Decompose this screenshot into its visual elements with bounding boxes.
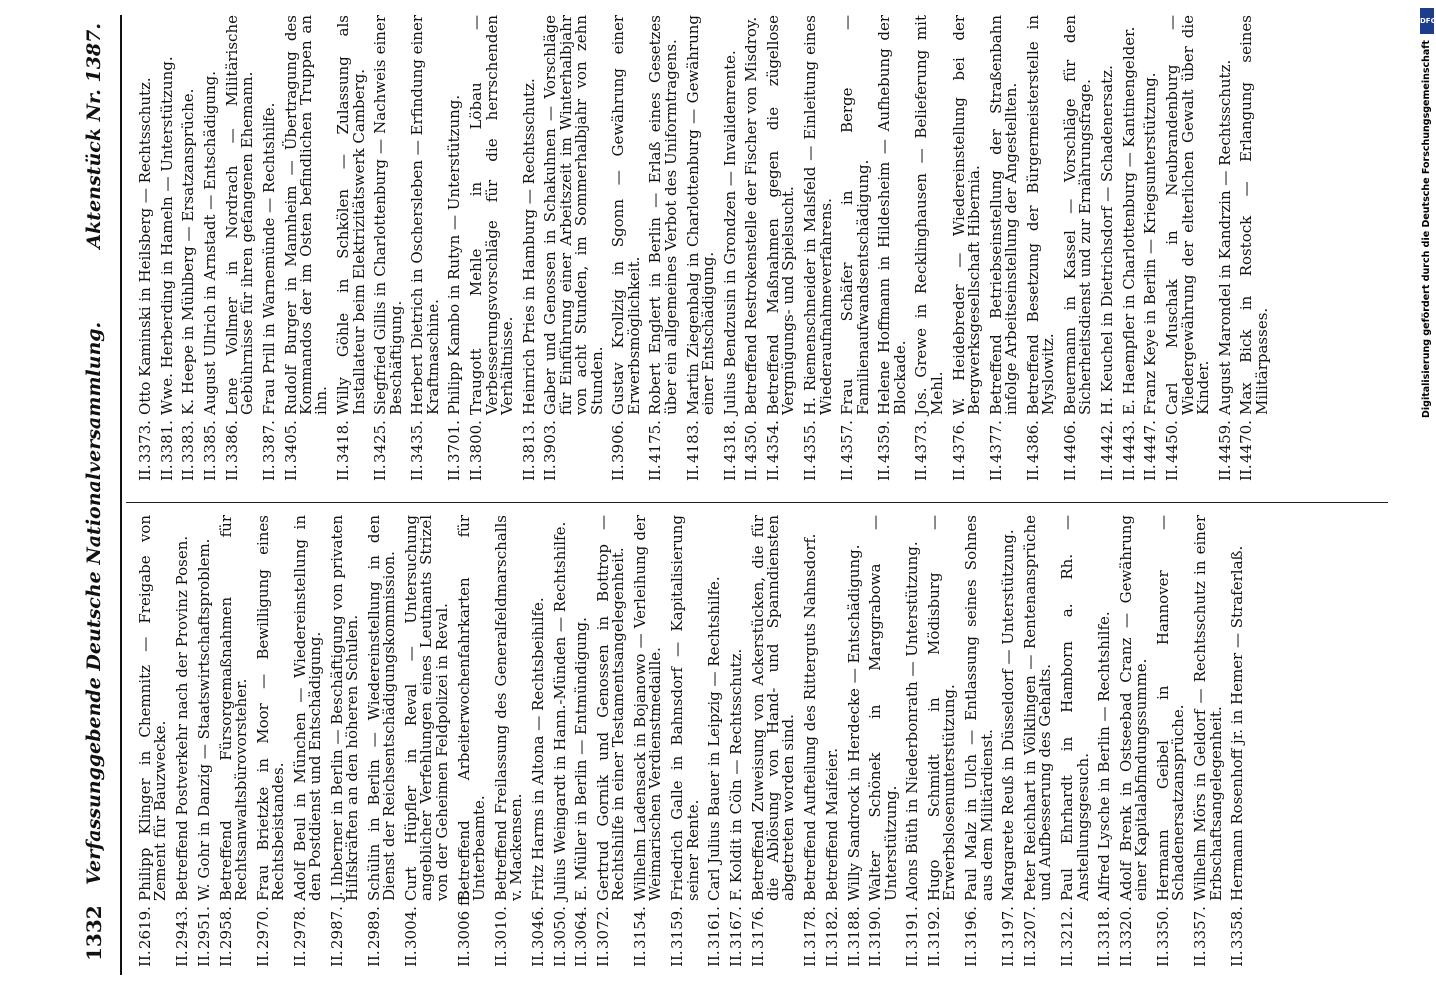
- entry-text: Alfred Lysche in Berlin — Rechtshilfe.: [1095, 611, 1114, 901]
- entry-text: Max Bick in Rostock — Erlangung seines Militärpasses.: [1237, 15, 1271, 415]
- petition-entry: [203, 15, 218, 489]
- entry-number: 3435.: [408, 420, 427, 463]
- entry-text: H. Keuchel in Dietrichsdorf — Schadenersatz.: [1098, 65, 1117, 415]
- entry-number: 3010.: [491, 906, 510, 949]
- entry-type: II.: [408, 464, 427, 481]
- entry-text: F. Koldit in Cöln — Rechtsschutz.: [726, 648, 745, 901]
- entry-number: 2987.: [327, 906, 346, 949]
- entry-number: 2943.: [173, 906, 192, 949]
- petition-entry: [1100, 15, 1115, 489]
- entry-type: II.: [903, 950, 922, 967]
- entry-type: II.: [519, 464, 538, 481]
- entry-text: Friedrich Galle in Bahnsdorf — Kapitalisierung seiner Rente.: [668, 515, 702, 901]
- entry-text: Philipp Klinger in Chemnitz — Freigabe von Zement für Bauzwecke.: [136, 515, 170, 901]
- entry-type: II.: [550, 950, 569, 967]
- petition-entry: [840, 15, 871, 489]
- entry-number: 2958.: [216, 906, 235, 949]
- petition-entry: [550, 515, 569, 975]
- entry-type: II.: [705, 950, 724, 967]
- dfg-logo-icon: DFG: [1420, 8, 1434, 34]
- entry-number: 3405.: [281, 420, 300, 463]
- entry-number: 2970.: [253, 906, 272, 949]
- entry-type: II.: [1116, 950, 1135, 967]
- entry-number: 3387.: [259, 420, 278, 463]
- entry-text: Wwe. Herberding in Hameln — Unterstützung.: [157, 56, 176, 415]
- entry-number: 3385.: [201, 420, 220, 463]
- entry-number: 4359.: [875, 420, 894, 463]
- entry-type: II.: [136, 464, 154, 481]
- entry-type: II.: [764, 464, 783, 481]
- entry-number: 4470.: [1237, 420, 1256, 463]
- entry-text: Paul Ehrhardt in Hamborn a. Rh. — Anstellungsgesuch.: [1058, 515, 1092, 901]
- petition-entry: [748, 515, 798, 975]
- entry-type: II.: [454, 950, 473, 967]
- entry-text: Betreffend Arbeiterwochenfahrkarten für Unterbeamte.: [454, 515, 488, 901]
- entry-number: 3182.: [822, 906, 841, 949]
- entry-number: 4459.: [1215, 420, 1234, 463]
- entry-type: II.: [541, 464, 560, 481]
- entry-type: II.: [290, 950, 309, 967]
- entry-text: Otto Kaminski in Heilsberg — Rechtsschutz.: [136, 77, 154, 415]
- entry-number: 3357.: [1191, 906, 1210, 949]
- entry-type: II.: [334, 464, 353, 481]
- entry-type: II.: [801, 464, 820, 481]
- petition-entry: [157, 15, 176, 489]
- petition-entry: [1097, 515, 1112, 975]
- entry-text: Willy Sandrock in Herdecke — Entschädigung.: [844, 544, 863, 901]
- petition-entry: [803, 15, 834, 489]
- entry-type: II.: [1095, 950, 1114, 967]
- entry-text: Betreffend Restrokenstelle der Fischer von Misdroy.: [742, 16, 761, 415]
- entry-text: Helene Hoffmann in Hildesheim — Aufhebung der Blockade.: [875, 15, 909, 415]
- entry-text: Betreffend Maifeier.: [822, 747, 841, 901]
- petition-entry: [216, 515, 250, 975]
- entry-text: Frau Schäfer in Berge — Familienaufwandsentschädigung.: [838, 15, 872, 415]
- entry-number: 3318.: [1095, 906, 1114, 949]
- entry-type: II.: [216, 950, 235, 967]
- entry-number: 3701.: [445, 420, 464, 463]
- entry-text: Gertrud Gornik und Genossen in Bottrop — Rechtshilfe in einer Testamentsangelegenheit.: [593, 515, 628, 901]
- petition-entry: [1239, 15, 1270, 489]
- entry-text: Hermann Geibel in Hannover — Schadenersatzansprüche.: [1154, 515, 1188, 901]
- petition-entry: [633, 515, 664, 975]
- entry-type: II.: [1021, 950, 1039, 967]
- entry-text: Adolf Brenk in Ostseebad Cranz — Gewährung einer Kapitalabfindungssumme.: [1116, 515, 1151, 901]
- entry-number: 3906.: [609, 420, 628, 463]
- petition-entry: [181, 15, 196, 489]
- petition-entry: [222, 15, 257, 489]
- petition-entry: [1116, 515, 1151, 975]
- petition-entry: [670, 515, 701, 975]
- petition-entry: [905, 515, 920, 975]
- entry-number: 3358.: [1228, 906, 1247, 949]
- petition-entry: [707, 515, 722, 975]
- entry-type: II.: [801, 950, 820, 967]
- entry-text: Lene Vollmer in Nordrach — Militärische Gebührnisse für ihren gefangenen Ehemann.: [222, 15, 257, 415]
- entry-text: Paul Malz in Ulch — Entlassung seines Sohnes aus dem Militärdienst.: [962, 515, 996, 901]
- petition-entry: [138, 515, 169, 975]
- entry-type: II.: [668, 950, 687, 967]
- entry-number: 3188.: [844, 906, 863, 949]
- entry-type: II.: [986, 464, 1005, 481]
- entry-text: K. Heepe in Mühlberg — Ersatzansprüche.: [179, 88, 198, 415]
- entry-text: W. Heidebreder — Wiedereinstellung bei der Bergwerksgesellschaft Hibernia.: [949, 15, 983, 415]
- entry-type: II.: [726, 950, 745, 967]
- petition-entry: [593, 515, 628, 975]
- entry-number: 3425.: [371, 420, 390, 463]
- entry-text: Jos. Grewe in Recklinghausen — Belieferung mit Mehl.: [912, 15, 946, 415]
- entry-type: II.: [742, 464, 761, 481]
- petition-entry: [1060, 15, 1095, 489]
- entry-text: Robert Englert in Berlin — Erlaß eines Gesetzes über ein allgemeines Verbot des Uniformtragens.: [646, 15, 680, 415]
- entry-number: 4175.: [646, 420, 665, 463]
- entry-type: II.: [949, 464, 968, 481]
- entry-text: J. Ihberner in Berlin — Beschäftigung von privaten Hilfskräften an den höheren Schulen.: [327, 515, 362, 901]
- entry-type: II.: [844, 950, 863, 967]
- entry-type: II.: [327, 950, 346, 967]
- petition-entry: [683, 15, 717, 489]
- petition-entry: [519, 15, 538, 489]
- page-title: Verfassunggebende Deutsche Nationalversammlung.: [83, 321, 105, 885]
- entry-number: 2978.: [290, 906, 309, 949]
- petition-entry: [253, 515, 288, 975]
- entry-type: II.: [1215, 464, 1234, 481]
- petition-entry: [290, 515, 325, 975]
- petition-entry: [175, 515, 190, 975]
- petition-entry: [1143, 15, 1158, 489]
- entry-text: E. Müller in Berlin — Entmündigung.: [572, 617, 591, 901]
- entry-type: II.: [157, 464, 176, 481]
- entry-text: Hugo Schmidt in Mödisburg — Erwerbslosenunterstützung.: [925, 515, 959, 901]
- entry-text: Adolf Beul in München — Wiedereinstellung in den Postdienst und Entschädigung.: [290, 515, 325, 901]
- entry-text: Wilhelm Ladensack in Bojanowo — Verleihung der Weimarischen Verdienstmedaille.: [631, 515, 665, 901]
- credit-text: Digitalisierung gefördert durch die Deutsche Forschungsgemeinschaft: [1421, 40, 1432, 418]
- entry-text: August Ullrich in Arnstadt — Entschädigung.: [201, 70, 220, 415]
- petition-entry: [986, 15, 1021, 489]
- petition-entry: [327, 515, 362, 975]
- entry-text: Heinrich Pries in Hamburg — Rechtsschutz.: [519, 78, 538, 415]
- entry-number: 3418.: [334, 420, 353, 463]
- entry-type: II.: [1191, 950, 1210, 967]
- entry-text: Fritz Harms in Altona — Rechtsbeihilfe.: [528, 597, 547, 901]
- entry-number: 4373.: [912, 420, 931, 463]
- petition-entry: [1230, 515, 1245, 975]
- entry-text: Betreffend Aufteilung des Ritterguts Nahnsdorf.: [801, 533, 820, 901]
- petition-entry: [1215, 15, 1234, 489]
- entry-type: II.: [136, 950, 154, 967]
- entry-type: II.: [572, 950, 591, 967]
- entry-type: II.: [631, 950, 650, 967]
- entry-type: II.: [491, 950, 510, 967]
- petition-entry: [447, 15, 462, 489]
- entry-text: E. Haempfler in Charlottenburg — Kantinengelder.: [1119, 26, 1138, 415]
- entry-number: 3167.: [726, 906, 745, 949]
- petition-entry: [259, 15, 278, 489]
- entry-number: 3161.: [705, 906, 724, 949]
- entry-text: Julius Bendzusin in Grondzen — Invalidenrente.: [720, 50, 739, 415]
- entry-type: II.: [720, 464, 739, 481]
- entry-type: II.: [467, 464, 486, 481]
- entry-type: II.: [445, 464, 464, 481]
- entry-number: 3154.: [631, 906, 650, 949]
- petition-entry: [454, 515, 488, 975]
- entry-text: Frau Brietzke in Moor — Bewilligung eines Rechtsbeistandes.: [253, 515, 288, 901]
- petition-entry: [404, 515, 450, 975]
- entry-type: II.: [1163, 464, 1182, 481]
- entry-number: 3373.: [136, 420, 154, 463]
- entry-type: II.: [402, 950, 421, 967]
- petition-entry: [194, 515, 213, 975]
- entry-type: II.: [646, 464, 665, 481]
- entry-number: 4447.: [1141, 420, 1160, 463]
- entry-type: II.: [593, 950, 612, 967]
- petition-entry: [410, 15, 441, 489]
- entry-type: II.: [528, 950, 547, 967]
- entry-number: 3381.: [157, 420, 176, 463]
- entry-type: II.: [1119, 464, 1138, 481]
- entry-text: H. Riemenschneider in Malsfeld — Einleitung eines Wiederaufnahmeverfahrens.: [801, 15, 835, 415]
- entry-number: 3072.: [593, 906, 612, 949]
- entry-type: II.: [201, 464, 220, 481]
- petition-entry: [914, 15, 945, 489]
- petition-entry: [281, 15, 331, 489]
- petition-entry: [1023, 515, 1054, 975]
- petition-entry: [491, 515, 526, 975]
- entry-number: 4318.: [720, 420, 739, 463]
- entry-text: W. Gohr in Danzig — Staatswirtschaftsproblem.: [194, 538, 213, 901]
- entry-number: 3046.: [528, 906, 547, 949]
- entry-type: II.: [1058, 950, 1077, 967]
- entry-number: 2989.: [364, 906, 383, 949]
- petition-entry: [868, 515, 899, 975]
- entry-number: 3383.: [179, 420, 198, 463]
- column-divider: [126, 502, 1388, 503]
- entry-text: Julius Weingardt in Hann.-Münden — Rechtshilfe.: [550, 521, 569, 901]
- entry-type: II.: [253, 950, 272, 967]
- entry-type: II.: [683, 464, 702, 481]
- entry-number: 4443.: [1119, 420, 1138, 463]
- entry-text: Siegfried Gillis in Charlottenburg — Nachweis einer Beschäftigung.: [371, 15, 405, 415]
- entry-text: Curt Hüpfler in Reval — Untersuchung angeblicher Verfehlungen eines Leutnants Strizel von der Geheimen Feldpolizei in Reval.: [402, 515, 451, 901]
- entry-number: 3178.: [801, 906, 820, 949]
- entry-text: Gustav Krollzig in Sgonn — Gewährung einer Erwerbsmöglichkeit.: [609, 15, 643, 415]
- petition-entry: [336, 15, 367, 489]
- entry-type: II.: [1141, 464, 1160, 481]
- entry-number: 3813.: [519, 420, 538, 463]
- entry-type: II.: [281, 464, 300, 481]
- entry-number: 4406.: [1060, 420, 1079, 463]
- entry-type: II.: [962, 950, 981, 967]
- petition-entry: [574, 515, 589, 975]
- petition-entry: [1001, 515, 1016, 975]
- entry-number: 4354.: [764, 420, 783, 463]
- entry-number: 3196.: [962, 906, 981, 949]
- entry-type: II.: [1228, 950, 1247, 967]
- entry-type: II.: [1154, 950, 1173, 967]
- entry-number: 3192.: [925, 906, 944, 949]
- rotated-document: [80, 15, 1400, 975]
- entry-text: Herbert Dietrich in Oschersleben — Erfindung einer Kraftmaschine.: [408, 15, 442, 415]
- entry-number: 3064.: [572, 906, 591, 949]
- entry-number: 4386.: [1023, 420, 1042, 463]
- entry-type: II.: [609, 464, 628, 481]
- entry-text: Carl Muschak in Neubrandenburg — Wiedergewährung der elterlichen Gewalt über die Kinder.: [1163, 15, 1212, 415]
- petition-entry: [1119, 15, 1138, 489]
- entry-type: II.: [999, 950, 1018, 967]
- entry-text: Peter Reichhart in Völklingen — Rentenansprüche und Aufbesserung des Gehalts.: [1021, 515, 1055, 901]
- entry-text: Frau Prill in Warnemünde — Rechtshilfe.: [259, 102, 278, 415]
- entry-type: II.: [912, 464, 931, 481]
- entry-text: Betreffend Betriebseinstellung der Straßenbahn infolge Arbeitseinstellung der Angestellten.: [986, 15, 1021, 415]
- entry-type: II.: [866, 950, 885, 967]
- entry-text: Gaber und Genossen in Schakuhnen — Vorschläge für Einführung einer Arbeitszeit im Winterhalbjahr von acht Stunden, im Sommerhalbjahr von zehn Stunden.: [541, 15, 606, 415]
- entry-text: Beuermann in Kassel — Vorschläge für den Sicherheitsdienst und zur Ernährungsfrage.: [1060, 15, 1095, 415]
- entry-number: 4357.: [838, 420, 857, 463]
- entry-type: II.: [371, 464, 390, 481]
- petition-entry: [528, 515, 547, 975]
- entry-text: Alons Büth in Niederbonrath — Unterstützung.: [903, 541, 922, 901]
- entry-number: 4376.: [949, 420, 968, 463]
- petition-entry: [469, 15, 515, 489]
- entry-number: 3197.: [999, 906, 1018, 949]
- page-number: 1332: [82, 905, 106, 961]
- petition-entry: [877, 15, 908, 489]
- entry-number: 3386.: [222, 420, 241, 463]
- entry-number: 3050.: [550, 906, 569, 949]
- entry-number: 4355.: [801, 420, 820, 463]
- entry-type: II.: [194, 950, 213, 967]
- entry-type: II.: [925, 950, 944, 967]
- petition-entry: [822, 515, 841, 975]
- entry-text: Betreffend Fürsorgemaßnahmen für Rechtsanwaltsbürovorsteher.: [216, 515, 250, 901]
- entry-text: Betreffend Postverkehr nach der Provinz Posen.: [173, 535, 192, 901]
- entry-text: Margarete Reuß in Düsseldorf — Unterstützung.: [999, 529, 1018, 901]
- entry-text: Schülin in Berlin — Wiedereinstellung in den Dienst der Reichsentschädigungskommission.: [364, 515, 399, 901]
- entry-type: II.: [1098, 464, 1117, 481]
- entry-type: II.: [1237, 464, 1256, 481]
- entry-type: II.: [259, 464, 278, 481]
- petition-entry: [744, 15, 759, 489]
- entry-type: II.: [838, 464, 857, 481]
- entry-number: 3320.: [1116, 906, 1135, 949]
- entry-text: Traugott Mehle in Löbau — Verbesserungsvorschläge für die herrschenden Verhältnisse.: [467, 15, 516, 415]
- entry-text: Carl Julius Bauer in Leipzig — Rechtshilfe.: [705, 576, 724, 901]
- petition-entry: [1165, 15, 1211, 489]
- entry-type: II.: [748, 950, 767, 967]
- entry-text: Betreffend Freilassung des Generalfeldmarschalls v. Mackensen.: [491, 515, 526, 901]
- document-reference: Aktenstück Nr. 1387.: [83, 23, 105, 249]
- petition-entry: [720, 15, 739, 489]
- entry-number: 3207.: [1021, 906, 1039, 949]
- entry-number: 4377.: [986, 420, 1005, 463]
- entry-number: 3212.: [1058, 906, 1077, 949]
- entry-text: Wilhelm Mörs in Geldorf — Rechtsschutz in einer Erbschaftsangelegenheit.: [1191, 515, 1225, 901]
- petition-entry: [1193, 515, 1224, 975]
- left-column: [138, 515, 1252, 975]
- petition-entry: [844, 515, 863, 975]
- entry-text: Philipp Kambo in Rutyn — Unterstützung.: [445, 94, 464, 415]
- entry-number: 3190.: [866, 906, 885, 949]
- entry-number: 3159.: [668, 906, 687, 949]
- entry-number: 4350.: [742, 420, 761, 463]
- petition-entry: [138, 15, 153, 489]
- entry-number: 3800.: [467, 420, 486, 463]
- entry-text: Walter Schönek in Marggrabowa — Unterstützung.: [866, 515, 900, 901]
- entry-type: II.: [1060, 464, 1079, 481]
- entry-text: Hermann Rosenhoff jr. in Hemer — Straferlaß.: [1228, 545, 1247, 901]
- petition-entry: [1156, 515, 1187, 975]
- entry-text: Betreffend Maßnahmen gegen die zügellose Vergnügungs- und Spielsucht.: [764, 15, 798, 415]
- petition-entry: [648, 15, 679, 489]
- entry-text: Willy Göhle in Schkölen — Zulassung als Installateur beim Elektrizitätswerk Camberg.: [334, 15, 368, 415]
- entry-type: II.: [1023, 464, 1042, 481]
- entry-number: 4442.: [1098, 420, 1117, 463]
- entry-text: Martin Ziegenbalg in Charlottenburg — Gewährung einer Entschädigung.: [683, 15, 717, 415]
- entry-type: II.: [222, 464, 241, 481]
- petition-entry: [766, 15, 797, 489]
- entry-text: Franz Keye in Berlin — Kriegsunterstützung.: [1141, 72, 1160, 415]
- entry-text: Rudolf Burger in Mannheim — Übertragung des Kommandos der im Osten befindlichen Truppen an ihn.: [281, 15, 331, 415]
- entry-number: 4183.: [683, 420, 702, 463]
- entry-number: 3903.: [541, 420, 560, 463]
- digitization-credit: [1420, 8, 1435, 993]
- entry-type: II.: [822, 950, 841, 967]
- entry-number: 2951.: [194, 906, 213, 949]
- entry-number: 3176.: [748, 906, 767, 949]
- entry-type: II.: [173, 950, 192, 967]
- entry-text: Betreffend Besetzung der Bürgermeisterstelle in Myslowitz.: [1023, 15, 1058, 415]
- entry-number: 3350.: [1154, 906, 1173, 949]
- petition-entry: [964, 515, 995, 975]
- entry-number: 2619.: [136, 906, 154, 949]
- petition-entry: [364, 515, 399, 975]
- petition-entry: [611, 15, 642, 489]
- entry-text: Betreffend Zuweisung von Ackerstücken, die für die Ablösung von Hand- und Spanndiensten abgetreten worden sind.: [748, 515, 798, 901]
- petition-entry: [949, 15, 983, 489]
- right-column: [138, 15, 1276, 489]
- entry-number: 4450.: [1163, 420, 1182, 463]
- petition-entry: [1060, 515, 1091, 975]
- entry-type: II.: [179, 464, 198, 481]
- entry-text: August Marondel in Kandrzin — Rechtsschutz.: [1215, 59, 1234, 415]
- entry-type: II.: [364, 950, 383, 967]
- entry-type: II.: [875, 464, 894, 481]
- entry-number: 3006 ff.: [454, 891, 473, 949]
- entry-number: 3004.: [402, 906, 421, 949]
- entry-number: 3191.: [903, 906, 922, 949]
- petition-entry: [927, 515, 958, 975]
- petition-entry: [1023, 15, 1058, 489]
- petition-entry: [803, 515, 818, 975]
- petition-entry: [543, 15, 605, 489]
- petition-entry: [373, 15, 404, 489]
- petition-entry: [726, 515, 745, 975]
- page-header: [80, 15, 122, 975]
